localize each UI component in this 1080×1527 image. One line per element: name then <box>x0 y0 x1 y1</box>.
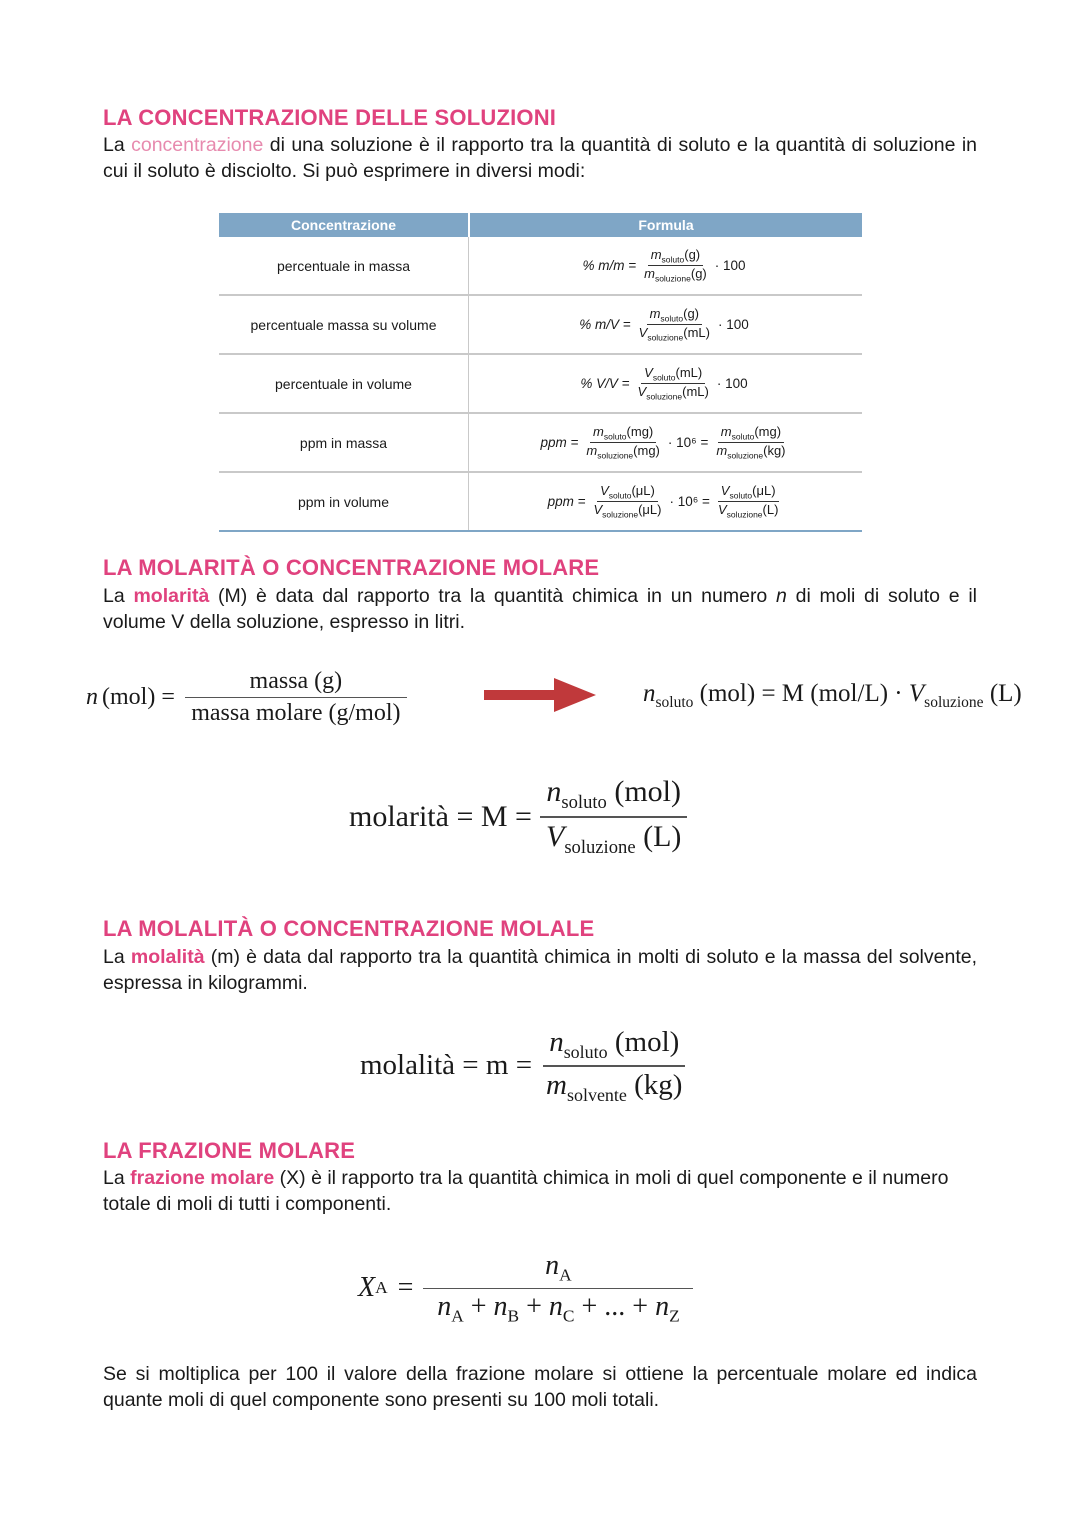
term-molarita: molarità <box>133 585 210 607</box>
formula-moli: n (mol) = massa (g) massa molare (g/mol) <box>86 668 407 727</box>
section-title-molalita: LA MOLALITÀ O CONCENTRAZIONE MOLALE <box>103 916 595 941</box>
concentration-table <box>219 213 862 532</box>
paragraph-percentuale-molare: Se si moltiplica per 100 il valore della frazione molare si ottiene la percentuale molare ed indica quante moli di quel componente sono presenti su 100 moli totali. <box>103 1363 977 1411</box>
section-title-molarita: LA MOLARITÀ O CONCENTRAZIONE MOLARE <box>103 555 600 580</box>
table-row <box>219 473 862 532</box>
table-cell-formula: ppm = $\frac{m_{soluto}(mg)}{m_{soluzione}(mg)}$ · 10⁶ = $\frac{m_{soluto}(mg)}{m_{soluzione}(kg)}$ <box>540 424 786 461</box>
section-title-concentrazione: LA CONCENTRAZIONE DELLE SOLUZIONI <box>103 105 557 130</box>
arrow-right-icon <box>484 676 596 714</box>
table-cell-label: percentuale in volume <box>219 355 469 412</box>
table-row <box>219 355 862 414</box>
table-header <box>219 213 862 237</box>
table-cell-label: ppm in volume <box>219 473 469 530</box>
formula-frazione-molare: X A = $\frac{n_A}{n_A + n_B + n_C + ... + n_Z}$ <box>358 1250 693 1326</box>
table-cell-formula: % m/m = $\frac{m_{soluto}(g)}{m_{soluzione}(g)}$ · 100 <box>582 247 746 284</box>
table-row <box>219 414 862 473</box>
term-molalita: molalità <box>130 946 205 968</box>
table-cell-formula: ppm = $\frac{V_{soluto}(\mu L)}{V_{soluzione}(\mu L)}$ · 10⁶ = $\frac{V_{soluto}(\mu L)}{V_{soluzione}(L)}$ <box>547 483 779 520</box>
table-header-concentrazione: Concentrazione <box>219 213 470 237</box>
table-cell-formula: % m/V = $\frac{m_{soluto}(g)}{V_{soluzione}(mL)}$ · 100 <box>579 306 749 343</box>
frazione-denominatore: $n_A + n_B + n_C$ + ... + $n_Z$ <box>437 1290 680 1326</box>
table-header-formula: Formula <box>638 217 694 233</box>
term-frazione-molare: frazione molare <box>130 1167 275 1189</box>
formula-molalita: molalità = m = $n_{soluto}$ (mol) $m_{solvente}$ (kg) <box>360 1026 688 1106</box>
paragraph-molalita: La molalità (m) è data dal rapporto tra la quantità chimica in molti di soluto e la massa del solvente, espressa in kilogrammi. <box>103 946 977 994</box>
paragraph-concentrazione: La concentrazione di una soluzione è il rapporto tra la quantità di soluto e la quantità di soluzione in cui il soluto è disciolto. Si può esprimere in diversi modi: <box>103 134 978 182</box>
section-title-frazione-molare: LA FRAZIONE MOLARE <box>103 1138 356 1163</box>
table-cell-formula: % V/V = $\frac{V_{soluto}(mL)}{V_{soluzione}(mL)}$ · 100 <box>580 365 748 402</box>
table-cell-label: percentuale in massa <box>219 237 469 294</box>
table-row <box>219 296 862 355</box>
table-cell-label: percentuale massa su volume <box>219 296 469 353</box>
table-row <box>219 237 862 296</box>
paragraph-molarita: La molarità (M) è data dal rapporto tra la quantità chimica in un numero n di moli di soluto e il volume V della soluzione, espresso in litri. <box>103 585 977 633</box>
paragraph-frazione-molare: La frazione molare (X) è il rapporto tra la quantità chimica in moli di quel componente e il numero totale di moli di tutti i componenti. <box>103 1167 949 1215</box>
formula-molarita: molarità = M = $n_{soluto}$ (mol) $V_{soluzione}$ (L) <box>349 775 687 859</box>
term-concentrazione: concentrazione <box>131 134 264 156</box>
formula-moli-molarita: $n_{soluto}$ (mol) = M $(mol/L) \cdot V_{soluzione}$ (L) <box>643 680 1022 711</box>
table-cell-label: ppm in massa <box>219 414 469 471</box>
